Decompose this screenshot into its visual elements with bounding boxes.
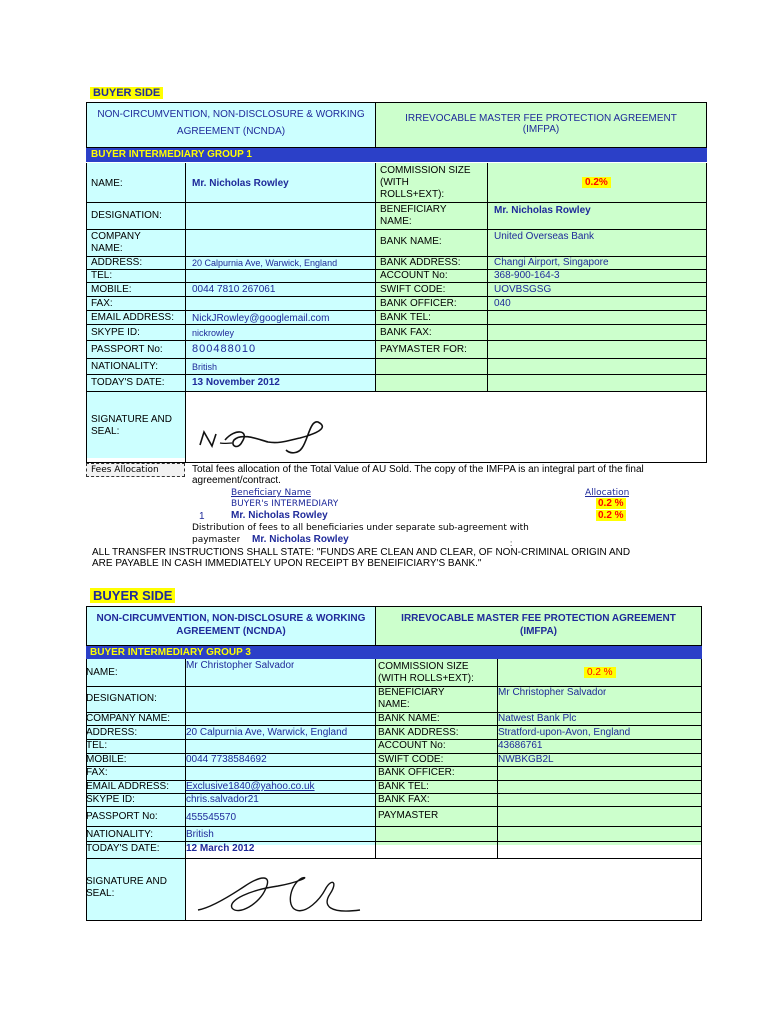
ncnda-2-line2: AGREEMENT (NCNDA): [176, 626, 286, 637]
g3-commission-value: [584, 667, 616, 678]
g3-beneficiary-label-1: BENEFICIARY: [378, 687, 445, 698]
buyer-side-title-2: BUYER SIDE: [90, 588, 175, 603]
g3-account-label: ACCOUNT No:: [378, 740, 446, 751]
g3-passport-label: PASSPORT No:: [86, 811, 158, 822]
g3-account-value: 43686761: [498, 740, 543, 751]
g3-paymaster-label: PAYMASTER: [378, 810, 439, 821]
g1-buyer-intermediary: BUYER's INTERMEDIARY: [231, 499, 339, 509]
g3-grid-line: [86, 725, 702, 726]
g1-commission-value: [582, 177, 611, 188]
g3-date-value: 12 March 2012: [186, 843, 255, 854]
g1-bank-name-value: United Overseas Bank: [494, 231, 595, 242]
g3-grid-line: [86, 920, 702, 921]
g3-email-label: EMAIL ADDRESS:: [86, 781, 169, 792]
g3-bank-address-label: BANK ADDRESS:: [378, 727, 459, 738]
g1-alloc-1: [596, 498, 626, 509]
g1-beneficiary-header: Beneficiary Name: [231, 488, 312, 498]
g1-bank-address-value: Changi Airport, Singapore: [494, 257, 609, 268]
g3-email-value[interactable]: Exclusive1840@yahoo.co.uk: [186, 781, 315, 792]
g1-commission-label-1: COMMISSION SIZE: [380, 165, 471, 176]
g1-beneficiary-value: Mr. Nicholas Rowley: [494, 205, 591, 216]
g3-bank-name-value: Natwest Bank Plc: [498, 713, 577, 724]
g1-tel-label: TEL:: [91, 270, 113, 281]
g1-fees-label: [86, 463, 185, 477]
g3-grid-line: [86, 841, 702, 842]
g1-grid-line: [86, 374, 707, 375]
g1-fees-label-text: Fees Allocation: [91, 465, 159, 475]
g1-grid-line: [86, 358, 707, 359]
g1-grid-line: [185, 163, 186, 463]
g1-signature-image: [190, 410, 350, 460]
g1-row-number: 1: [199, 511, 205, 522]
g3-officer-label: BANK OFFICER:: [378, 767, 455, 778]
imfpa-header: [375, 102, 707, 148]
g3-grid-line: [86, 858, 702, 859]
ncnda-header-2: [86, 606, 376, 646]
g3-skype-value: chris.salvador21: [186, 794, 259, 805]
g1-alloc-1-text: 0.2 %: [598, 498, 624, 509]
ncnda-2-line1: NON-CIRCUMVENTION, NON-DISCLOSURE & WORKING: [96, 613, 366, 624]
g3-bank-tel-label: BANK TEL:: [378, 781, 429, 792]
g1-grid-line: [706, 163, 707, 463]
g1-grid-line: [86, 324, 707, 325]
g3-beneficiary-value: Mr Christopher Salvador: [498, 687, 607, 698]
g1-fax-label: FAX:: [91, 298, 113, 309]
g1-skype-label: SKYPE ID:: [91, 327, 140, 338]
ncnda-line2: AGREEMENT (NCNDA): [176, 126, 286, 137]
g1-bank-tel-label: BANK TEL:: [380, 312, 431, 323]
g3-bank-name-label: BANK NAME:: [378, 713, 440, 724]
g1-paymaster-name: Mr. Nicholas Rowley: [252, 534, 349, 545]
g3-skype-label: SKYPE ID:: [86, 794, 135, 805]
g1-grid-line: [86, 229, 707, 230]
g3-bank-fax-label: BANK FAX:: [378, 794, 430, 805]
g1-bank-fax-label: BANK FAX:: [380, 327, 432, 338]
g3-grid-line: [375, 659, 376, 858]
g1-grid-line: [487, 163, 488, 391]
g3-fax-label: FAX:: [86, 767, 108, 778]
g1-signature-label-2: SEAL:: [91, 426, 120, 437]
g1-officer-label: BANK OFFICER:: [380, 298, 457, 309]
g1-officer-value: 040: [494, 298, 511, 309]
g1-signature-label-1: SIGNATURE AND: [91, 414, 172, 425]
g3-swift-label: SWIFT CODE:: [378, 754, 444, 765]
g1-swift-value: UOVBSGSG: [494, 284, 552, 295]
g1-company-label-1: COMPANY: [91, 231, 141, 242]
ncnda-line1: NON-CIRCUMVENTION, NON-DISCLOSURE & WORKING: [97, 109, 365, 120]
g1-distribution-2: paymaster: [192, 535, 241, 545]
g1-bank-name-label: BANK NAME:: [380, 236, 442, 247]
group1-bar: BUYER INTERMEDIARY GROUP 1: [86, 148, 707, 162]
g3-commission-text: 0.2 %: [587, 667, 613, 678]
g1-alloc-2-text: 0.2 %: [598, 510, 624, 521]
g1-fees-text-1: Total fees allocation of the Total Value of AU Sold. The copy of the IMFPA is an integral part of the final: [192, 464, 644, 475]
g1-grid-line: [86, 282, 707, 283]
g1-allocation-header: Allocation: [585, 488, 630, 498]
ncnda-header: [86, 102, 376, 148]
g1-colon: :: [510, 539, 513, 548]
g3-commission-label-1: COMMISSION SIZE: [378, 661, 469, 672]
g1-alloc-2: [596, 510, 626, 521]
g1-mobile-label: MOBILE:: [91, 284, 132, 295]
g3-address-label: ADDRESS:: [86, 727, 138, 738]
g1-grid-line: [86, 296, 707, 297]
g1-email-value: NickJRowley@googlemail.com: [192, 313, 330, 324]
imfpa-line2: (IMFPA): [522, 124, 560, 135]
g1-grid-line: [86, 310, 707, 311]
g3-name-label: NAME:: [86, 667, 118, 678]
g1-passport-value: 800488010: [192, 344, 257, 355]
g1-grid-line: [86, 391, 707, 392]
g1-commission-text: 0.2%: [585, 177, 608, 188]
g3-nationality-label: NATIONALITY:: [86, 829, 154, 840]
g1-account-label: ACCOUNT No:: [380, 270, 448, 281]
g3-signature-label-2: SEAL:: [86, 888, 115, 899]
g1-transfer-1: ALL TRANSFER INSTRUCTIONS SHALL STATE: "FUNDS ARE CLEAN AND CLEAR, OF NON-CRIMINAL ORIGIN AND: [92, 547, 631, 558]
g1-mobile-value: 0044 7810 267061: [192, 284, 276, 295]
g1-row-name: Mr. Nicholas Rowley: [231, 510, 328, 521]
g1-nationality-label: NATIONALITY:: [91, 361, 159, 372]
buyer-side-title: BUYER SIDE: [90, 87, 163, 99]
g3-grid-line: [86, 806, 702, 807]
g1-date-value: 13 November 2012: [192, 377, 280, 388]
imfpa-2-line1: IRREVOCABLE MASTER FEE PROTECTION AGREEMENT: [401, 613, 676, 624]
g1-beneficiary-label-1: BENEFICIARY: [380, 204, 447, 215]
g1-address-label: ADDRESS:: [91, 257, 143, 268]
g1-grid-line: [86, 163, 87, 463]
g1-distribution-1: Distribution of fees to all beneficiaries under separate sub-agreement with: [192, 523, 529, 533]
g1-name-label: NAME:: [91, 178, 123, 189]
g1-email-label: EMAIL ADDRESS:: [91, 312, 174, 323]
g3-swift-value: NWBKGB2L: [498, 754, 554, 765]
g1-transfer-2: ARE PAYABLE IN CASH IMMEDIATELY UPON RECEIPT BY BENEIFICIARY'S BANK.": [92, 558, 482, 569]
g1-commission-label-2: (WITH: [380, 177, 409, 188]
g3-address-value: 20 Calpurnia Ave, Warwick, England: [186, 727, 348, 738]
imfpa-line1: IRREVOCABLE MASTER FEE PROTECTION AGREEMENT: [405, 113, 677, 124]
g3-beneficiary-label-2: NAME:: [378, 699, 410, 710]
g1-date-label: TODAY'S DATE:: [91, 377, 165, 388]
g3-designation-label: DESIGNATION:: [86, 693, 157, 704]
imfpa-header-2: [375, 606, 702, 646]
g1-bank-address-label: BANK ADDRESS:: [380, 257, 461, 268]
g1-beneficiary-label-2: NAME:: [380, 216, 412, 227]
g1-passport-label: PASSPORT No:: [91, 344, 163, 355]
g1-nationality-value: British: [192, 362, 218, 372]
g1-name-value: Mr. Nicholas Rowley: [192, 178, 289, 189]
g3-signature-label-1: SIGNATURE AND: [86, 876, 167, 887]
g1-grid-line: [86, 340, 707, 341]
g1-paymaster-label: PAYMASTER FOR:: [380, 344, 467, 355]
g1-grid-line: [375, 163, 376, 391]
g1-company-label-2: NAME:: [91, 243, 123, 254]
g1-address-value: 20 Calpurnia Ave, Warwick, England: [192, 258, 338, 268]
group3-bar: BUYER INTERMEDIARY GROUP 3: [86, 646, 702, 659]
g1-skype-value: nickrowley: [192, 328, 235, 338]
g3-commission-label-2: (WITH ROLLS+EXT):: [378, 673, 474, 684]
g1-designation-label: DESIGNATION:: [91, 210, 162, 221]
g3-tel-label: TEL:: [86, 740, 108, 751]
g3-company-label: COMPANY NAME:: [86, 713, 171, 724]
g3-signature-image: [190, 860, 370, 918]
g3-passport-value: 455545570: [186, 812, 237, 823]
g3-mobile-label: MOBILE:: [86, 754, 127, 765]
g3-nationality-value: British: [186, 829, 214, 840]
g1-fees-text-2: agreement/contract.: [192, 475, 281, 486]
g1-account-value: 368-900-164-3: [494, 270, 560, 281]
g1-left-value-bg: [185, 163, 375, 391]
imfpa-2-line2: (IMFPA): [519, 626, 558, 637]
g3-grid-line: [701, 659, 702, 920]
g1-swift-label: SWIFT CODE:: [380, 284, 446, 295]
g3-name-value: Mr Christopher Salvador: [186, 660, 295, 671]
g3-grid-line: [86, 826, 702, 827]
g3-mobile-value: 0044 7738584692: [186, 754, 267, 765]
g3-bank-address-value: Stratford-upon-Avon, England: [498, 727, 631, 738]
g3-date-label: TODAY'S DATE:: [86, 843, 160, 854]
g1-commission-label-3: ROLLS+EXT):: [380, 189, 445, 200]
g1-grid-line: [86, 202, 707, 203]
